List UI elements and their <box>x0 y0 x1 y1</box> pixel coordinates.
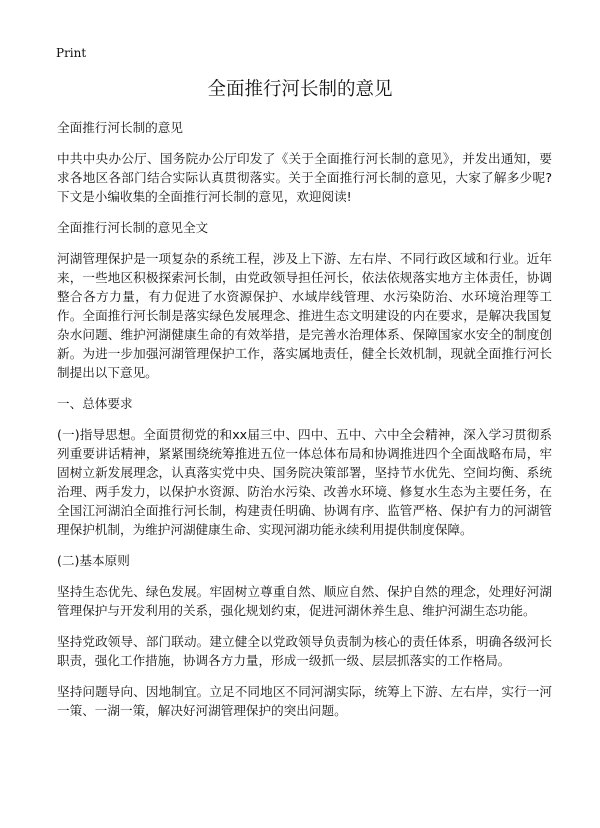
basic-principles-heading: (二)基本原则 <box>57 553 130 568</box>
document-body <box>57 118 552 732</box>
print-link[interactable]: Print <box>56 46 87 60</box>
overview-paragraph: 河湖管理保护是一项复杂的系统工程，涉及上下游、左右岸、不同行政区域和行业。近年来，一些地区积极探索河长制，由党政领导担任河长，依法依规落实地方主体责任，协调整合各方力量，有力促进了水资源保护、水域岸线管理、水污染防治、水环境治理等工作。全面推行河长制是落实绿色发展理念、推进生态文明建设的内在要求，是解决我国复杂水问题、维护河湖健康生命的有效举措，是完善水治理体系、保障国家水安全的制度创新。为进一步加强河湖管理保护工作，落实属地责任，健全长效机制，现就全面推行河长制提出以下意见。 <box>57 251 552 380</box>
principle-paragraph-ecology: 坚持生态优先、绿色发展。牢固树立尊重自然、顺应自然、保护自然的理念，处理好河湖管理保护与开发利用的关系，强化规划约束，促进河湖休养生息、维护河湖生态功能。 <box>57 584 552 618</box>
document-title: 全面推行河长制的意见 <box>207 79 393 100</box>
subtitle-heading: 全面推行河长制的意见 <box>57 120 183 135</box>
guiding-thought-paragraph: (一)指导思想。全面贯彻党的和xx届三中、四中、五中、六中全会精神，深入学习贯彻系列重要讲话精神，紧紧围绕统筹推进五位一体总体布局和协调推进四个全面战略布局，牢固树立新发展理念，认真落实党中央、国务院决策部署，坚持节水优先、空间均衡、系统治理、两手发力，以保护水资源、防治水污染、改善水环境、修复水生态为主要任务，在全国江河湖泊全面推行河长制，构建责任明确、协调有序、监管严格、保护有力的河湖管理保护机制，为维护河湖健康生命、实现河湖功能永续利用提供制度保障。 <box>57 427 552 537</box>
intro-paragraph: 中共中央办公厅、国务院办公厅印发了《关于全面推行河长制的意见》，并发出通知，要求各地区各部门结合实际认真贯彻落实。关于全面推行河长制的意见，大家了解多少呢?下文是小编收集的全面推行河长制的意见，欢迎阅读! <box>57 151 552 204</box>
principle-paragraph-problem-oriented: 坚持问题导向、因地制宜。立足不同地区不同河湖实际，统筹上下游、左右岸，实行一河一策、一湖一策，解决好河湖管理保护的突出问题。 <box>57 684 552 718</box>
fulltext-heading: 全面推行河长制的意见全文 <box>57 220 209 235</box>
section-heading-general-requirements: 一、总体要求 <box>57 396 133 411</box>
principle-paragraph-leadership: 坚持党政领导、部门联动。建立健全以党政领导负责制为核心的责任体系，明确各级河长职责，强化工作措施，协调各方力量，形成一级抓一级、层层抓落实的工作格局。 <box>57 634 552 668</box>
